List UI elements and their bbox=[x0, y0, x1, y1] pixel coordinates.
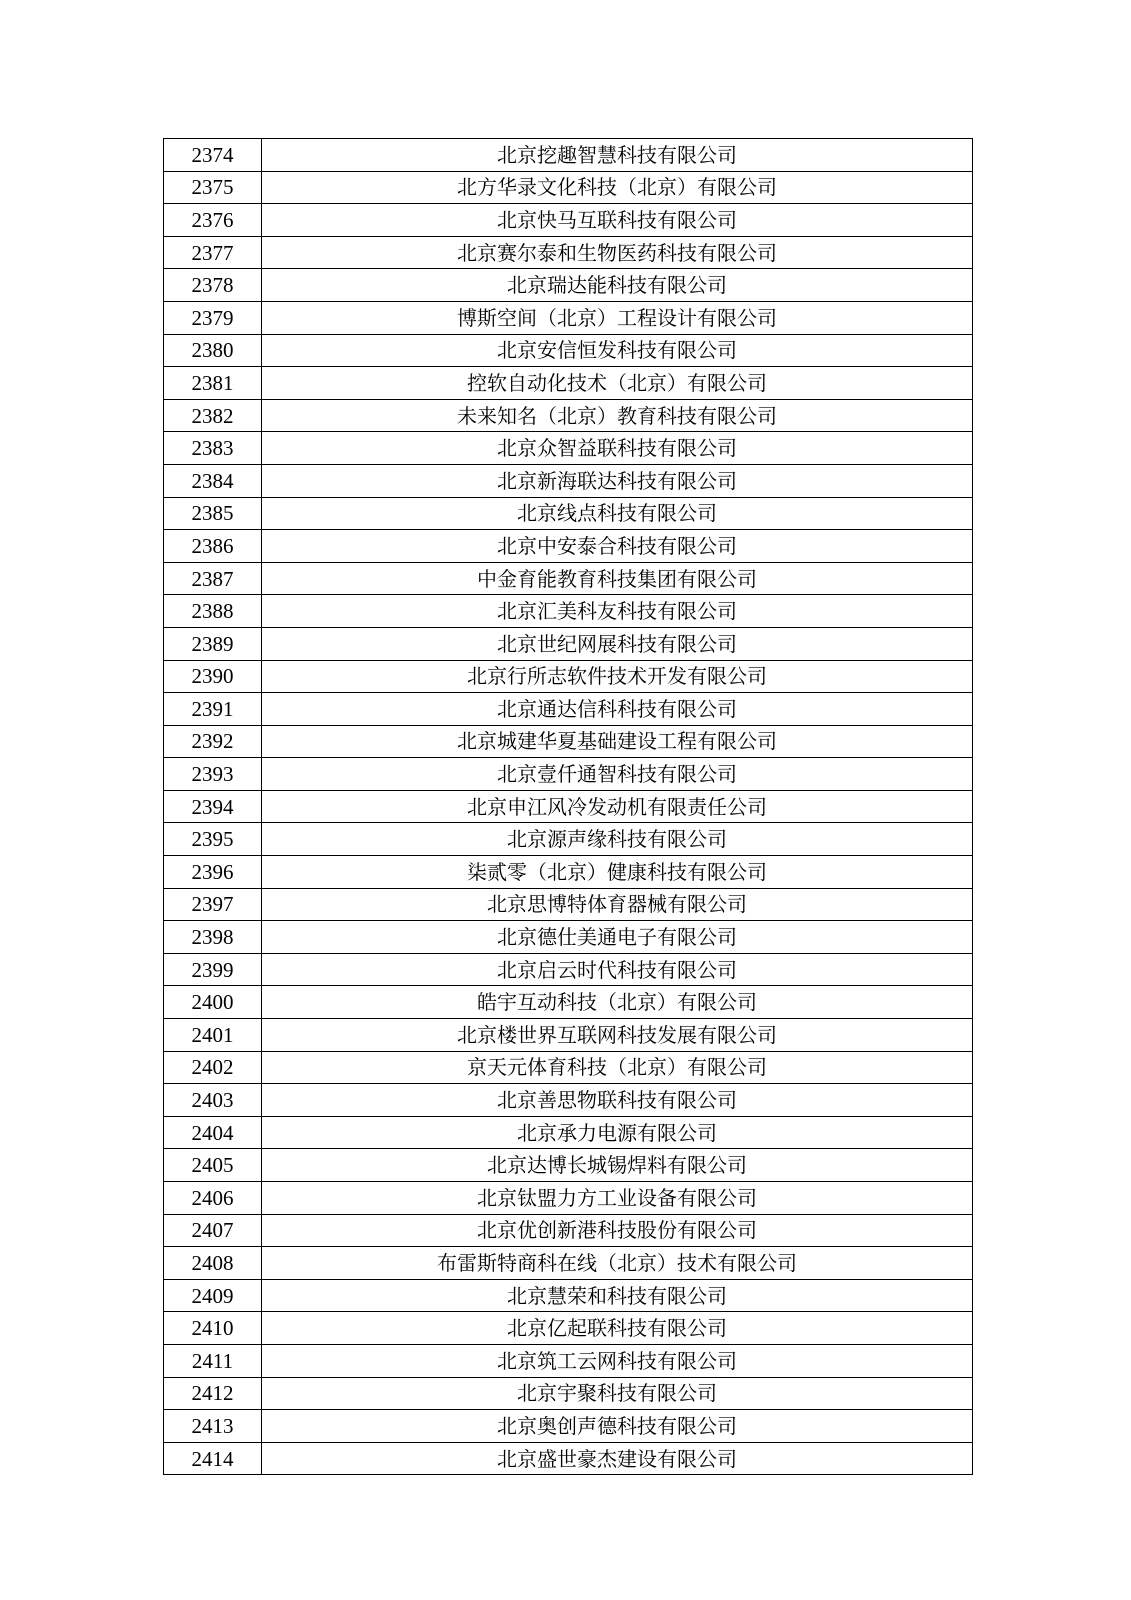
table-row bbox=[164, 921, 973, 954]
company-name: 北京安信恒发科技有限公司 bbox=[262, 334, 973, 367]
row-number: 2409 bbox=[164, 1279, 262, 1312]
row-number: 2374 bbox=[164, 139, 262, 172]
table-row bbox=[164, 204, 973, 237]
company-name: 北京达博长城锡焊料有限公司 bbox=[262, 1149, 973, 1182]
row-number: 2406 bbox=[164, 1182, 262, 1215]
row-number: 2395 bbox=[164, 823, 262, 856]
table-body bbox=[164, 139, 973, 1475]
row-number: 2380 bbox=[164, 334, 262, 367]
row-number: 2398 bbox=[164, 921, 262, 954]
row-number: 2383 bbox=[164, 432, 262, 465]
row-number: 2391 bbox=[164, 693, 262, 726]
table-row bbox=[164, 823, 973, 856]
company-name: 北京奥创声德科技有限公司 bbox=[262, 1410, 973, 1443]
row-number: 2387 bbox=[164, 562, 262, 595]
company-name: 北京亿起联科技有限公司 bbox=[262, 1312, 973, 1345]
table-row bbox=[164, 1312, 973, 1345]
company-name: 北京瑞达能科技有限公司 bbox=[262, 269, 973, 302]
company-name: 北京线点科技有限公司 bbox=[262, 497, 973, 530]
company-name: 北京挖趣智慧科技有限公司 bbox=[262, 139, 973, 172]
table-row bbox=[164, 1149, 973, 1182]
table-row bbox=[164, 530, 973, 563]
company-name: 控软自动化技术（北京）有限公司 bbox=[262, 367, 973, 400]
row-number: 2410 bbox=[164, 1312, 262, 1345]
company-name: 北京行所志软件技术开发有限公司 bbox=[262, 660, 973, 693]
company-name: 北京承力电源有限公司 bbox=[262, 1116, 973, 1149]
row-number: 2376 bbox=[164, 204, 262, 237]
company-name: 北京盛世豪杰建设有限公司 bbox=[262, 1442, 973, 1475]
table-row bbox=[164, 888, 973, 921]
row-number: 2378 bbox=[164, 269, 262, 302]
table-row bbox=[164, 1247, 973, 1280]
company-name: 北京新海联达科技有限公司 bbox=[262, 464, 973, 497]
table-row bbox=[164, 269, 973, 302]
row-number: 2390 bbox=[164, 660, 262, 693]
company-name: 北京筑工云网科技有限公司 bbox=[262, 1344, 973, 1377]
table-row bbox=[164, 1442, 973, 1475]
row-number: 2401 bbox=[164, 1019, 262, 1052]
table-row bbox=[164, 790, 973, 823]
company-name: 皓宇互动科技（北京）有限公司 bbox=[262, 986, 973, 1019]
table-row bbox=[164, 1344, 973, 1377]
row-number: 2396 bbox=[164, 856, 262, 889]
table-row bbox=[164, 1377, 973, 1410]
row-number: 2403 bbox=[164, 1084, 262, 1117]
table-row bbox=[164, 334, 973, 367]
table-row bbox=[164, 236, 973, 269]
company-name: 北京楼世界互联网科技发展有限公司 bbox=[262, 1019, 973, 1052]
company-name: 北京德仕美通电子有限公司 bbox=[262, 921, 973, 954]
table-row bbox=[164, 856, 973, 889]
table-row bbox=[164, 660, 973, 693]
company-name: 北京启云时代科技有限公司 bbox=[262, 953, 973, 986]
company-name: 北京思博特体育器械有限公司 bbox=[262, 888, 973, 921]
table-row bbox=[164, 301, 973, 334]
company-name: 北京城建华夏基础建设工程有限公司 bbox=[262, 725, 973, 758]
row-number: 2407 bbox=[164, 1214, 262, 1247]
company-name: 北京众智益联科技有限公司 bbox=[262, 432, 973, 465]
row-number: 2414 bbox=[164, 1442, 262, 1475]
table-row bbox=[164, 1051, 973, 1084]
row-number: 2394 bbox=[164, 790, 262, 823]
table-row bbox=[164, 725, 973, 758]
row-number: 2384 bbox=[164, 464, 262, 497]
table-row bbox=[164, 399, 973, 432]
row-number: 2382 bbox=[164, 399, 262, 432]
row-number: 2411 bbox=[164, 1344, 262, 1377]
table-row bbox=[164, 1019, 973, 1052]
company-name: 北京善思物联科技有限公司 bbox=[262, 1084, 973, 1117]
company-name: 北京壹仟通智科技有限公司 bbox=[262, 758, 973, 791]
table-row bbox=[164, 986, 973, 1019]
table-row bbox=[164, 1084, 973, 1117]
company-name: 北京中安泰合科技有限公司 bbox=[262, 530, 973, 563]
table-row bbox=[164, 1279, 973, 1312]
table-row bbox=[164, 953, 973, 986]
company-name: 北京慧荣和科技有限公司 bbox=[262, 1279, 973, 1312]
company-name: 北京申江风冷发动机有限责任公司 bbox=[262, 790, 973, 823]
table-row bbox=[164, 432, 973, 465]
company-name: 北京源声缘科技有限公司 bbox=[262, 823, 973, 856]
company-name: 布雷斯特商科在线（北京）技术有限公司 bbox=[262, 1247, 973, 1280]
company-name: 北京优创新港科技股份有限公司 bbox=[262, 1214, 973, 1247]
company-name: 柒贰零（北京）健康科技有限公司 bbox=[262, 856, 973, 889]
table-row bbox=[164, 693, 973, 726]
table-row bbox=[164, 497, 973, 530]
row-number: 2393 bbox=[164, 758, 262, 791]
table-row bbox=[164, 1182, 973, 1215]
company-name: 京天元体育科技（北京）有限公司 bbox=[262, 1051, 973, 1084]
row-number: 2397 bbox=[164, 888, 262, 921]
company-name: 博斯空间（北京）工程设计有限公司 bbox=[262, 301, 973, 334]
table-row bbox=[164, 562, 973, 595]
table-row bbox=[164, 627, 973, 660]
row-number: 2381 bbox=[164, 367, 262, 400]
row-number: 2385 bbox=[164, 497, 262, 530]
table-row bbox=[164, 1410, 973, 1443]
row-number: 2413 bbox=[164, 1410, 262, 1443]
company-name: 北京世纪网展科技有限公司 bbox=[262, 627, 973, 660]
company-name: 北方华录文化科技（北京）有限公司 bbox=[262, 171, 973, 204]
table-row bbox=[164, 595, 973, 628]
table-row bbox=[164, 1116, 973, 1149]
table-row bbox=[164, 758, 973, 791]
table-row bbox=[164, 464, 973, 497]
row-number: 2375 bbox=[164, 171, 262, 204]
row-number: 2386 bbox=[164, 530, 262, 563]
company-name: 中金育能教育科技集团有限公司 bbox=[262, 562, 973, 595]
row-number: 2399 bbox=[164, 953, 262, 986]
company-table bbox=[163, 138, 973, 1475]
row-number: 2412 bbox=[164, 1377, 262, 1410]
row-number: 2408 bbox=[164, 1247, 262, 1280]
company-name: 北京汇美科友科技有限公司 bbox=[262, 595, 973, 628]
row-number: 2402 bbox=[164, 1051, 262, 1084]
table-row bbox=[164, 1214, 973, 1247]
company-name: 北京赛尔泰和生物医药科技有限公司 bbox=[262, 236, 973, 269]
row-number: 2389 bbox=[164, 627, 262, 660]
company-name: 北京钛盟力方工业设备有限公司 bbox=[262, 1182, 973, 1215]
company-name: 北京快马互联科技有限公司 bbox=[262, 204, 973, 237]
company-name: 未来知名（北京）教育科技有限公司 bbox=[262, 399, 973, 432]
company-name: 北京通达信科科技有限公司 bbox=[262, 693, 973, 726]
row-number: 2388 bbox=[164, 595, 262, 628]
company-name: 北京宇聚科技有限公司 bbox=[262, 1377, 973, 1410]
row-number: 2400 bbox=[164, 986, 262, 1019]
row-number: 2392 bbox=[164, 725, 262, 758]
table-row bbox=[164, 171, 973, 204]
row-number: 2379 bbox=[164, 301, 262, 334]
row-number: 2404 bbox=[164, 1116, 262, 1149]
row-number: 2377 bbox=[164, 236, 262, 269]
table-row bbox=[164, 139, 973, 172]
table-row bbox=[164, 367, 973, 400]
row-number: 2405 bbox=[164, 1149, 262, 1182]
